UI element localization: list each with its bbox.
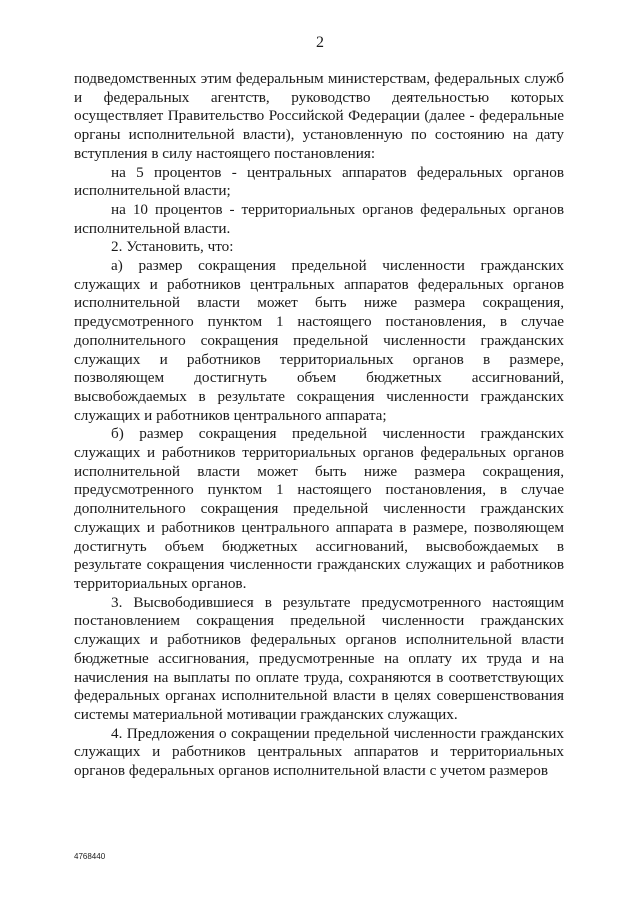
paragraph: 4. Предложения о сокращении предельной численности гражданских служащих и работников центральных аппаратов и территориальных органов федеральных органов исполнительной власти с учетом размеров: [74, 724, 564, 780]
paragraph: на 5 процентов - центральных аппаратов федеральных органов исполнительной власти;: [74, 163, 564, 200]
page-number: 2: [316, 34, 324, 51]
document-body: [74, 70, 564, 781]
paragraph: 2. Установить, что:: [111, 238, 234, 256]
paragraph: подведомственных этим федеральным министерствам, федеральных служб и федеральных агентств, руководство деятельностью которых осуществляет Правительство Российской Федерации (далее - федеральные органы исполнительной власти), установленную по состоянию на дату вступления в силу настоящего постановления:: [74, 70, 564, 162]
paragraph: на 10 процентов - территориальных органов федеральных органов исполнительной власти.: [74, 200, 564, 237]
paragraph: б) размер сокращения предельной численности гражданских служащих и работников территориальных органов федеральных органов исполнительной власти может быть ниже размера сокращения, предусмотренного пунктом 1 настоящего постановления, в случае дополнительного сокращения предельной численности гражданских служащих и работников центрального аппарата в размере, позволяющем достигнуть объем бюджетных ассигнований, высвобождаемых в результате сокращения численности гражданских служащих и работников территориальных органов.: [74, 425, 564, 592]
paragraph: а) размер сокращения предельной численности гражданских служащих и работников центральных аппаратов федеральных органов исполнительной власти может быть ниже размера сокращения, предусмотренного пунктом 1 настоящего постановления, в случае дополнительного сокращения предельной численности гражданских служащих и работников территориальных органов в размере, позволяющем достигнуть объем бюджетных ассигнований, высвобождаемых в результате сокращения численности гражданских служащих и работников центрального аппарата;: [74, 257, 564, 424]
document-id: 4768440: [74, 852, 106, 861]
paragraph: 3. Высвободившиеся в результате предусмотренного настоящим постановлением сокращения предельной численности гражданских служащих и работников федеральных органов исполнительной власти бюджетные ассигнования, предусмотренные на оплату их труда и на начисления на выплаты по оплате труда, сохраняются в соответствующих федеральных органах исполнительной власти в целях совершенствования системы материальной мотивации гражданских служащих.: [74, 593, 564, 723]
